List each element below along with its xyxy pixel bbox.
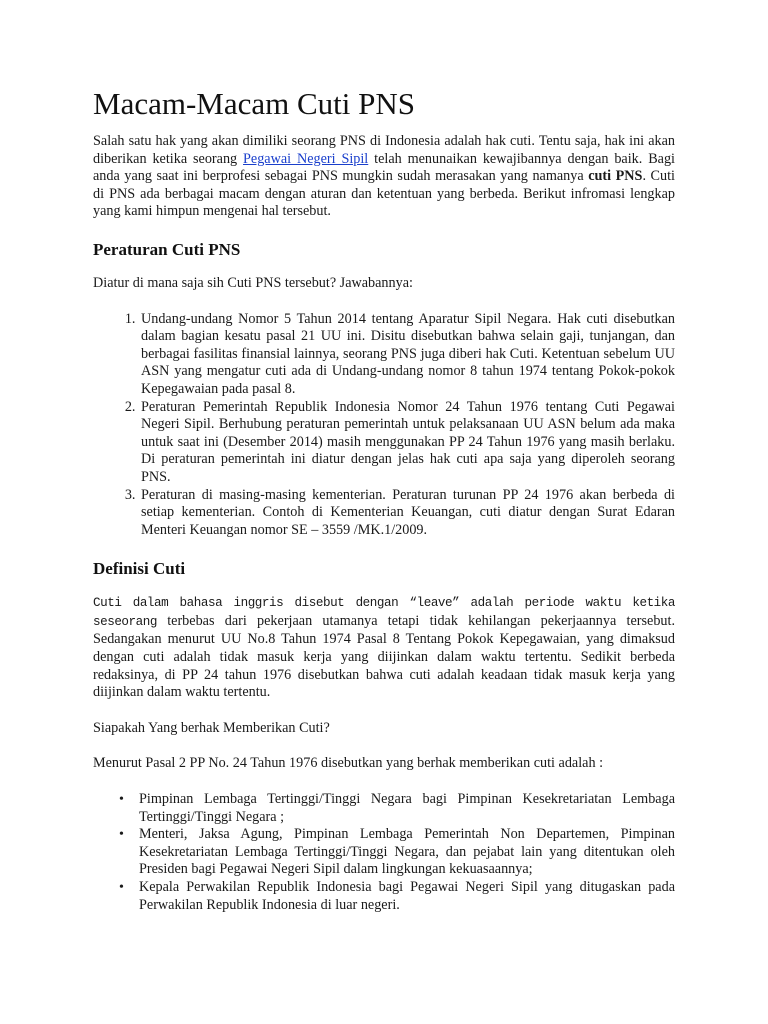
list-item [119,879,675,914]
section-heading-peraturan: Peraturan Cuti PNS [93,239,241,259]
list-item [119,826,675,879]
intro-paragraph [93,133,675,221]
list-item: 2. Peraturan Pemerintah Republik Indonesia Nomor 24 Tahun 1976 tentang Cuti Pegawai Negeri Sipil. Berhubung peraturan pemerintah untuk pelaksanaan UU ASN belum ada maka untuk saat ini (Desember 2014) masih menggunakan PP 24 Tahun 1976 yang masih berlaku. Di peraturan pemerintah ini diatur dengan jelas hak cuti apa saja yang diperoleh seorang PNS. [139,399,675,487]
pns-link[interactable]: Pegawai Negeri Sipil [243,150,369,167]
bullet-icon: • [119,792,124,808]
intro-text-2: telah menunaikan kewajibannya dengan baik. Bagi anda yang saat ini berprofesi sebagai PNS mungkin sudah merasakan yang namanya [93,150,675,185]
list-item: 1. Undang-undang Nomor 5 Tahun 2014 tentang Aparatur Sipil Negara. Hak cuti disebutkan dalam bagian kesatu pasal 21 UU ini. Disitu disebutkan bahwa selain gaji, tunjangan, dan berbagai fasilitas finansial lainnya, seorang PNS juga diberi hak Cuti. Ketentuan sebelum UU ASN yang mengatur cuti ada di Undang-undang nomor 8 tahun 1974 tentang Pokok-pokok Kepegawaian pada pasal 8. [139,311,675,399]
bullet-icon: • [119,827,124,843]
question-paragraph: Siapakah Yang berhak Memberikan Cuti? [93,719,330,736]
intro-text-3: . Cuti di PNS ada berbagai macam dengan aturan dan ketentuan yang berbeda. Berikut infromasi lengkap yang kami himpun mengenai hal tersebut. [93,168,675,220]
list-item-text: Menteri, Jaksa Agung, Pimpinan Lembaga Pemerintah Non Departemen, Pimpinan Kesekretariatan Lembaga Tertinggi/Tinggi Negara, dan pejabat lain yang ditentukan oleh Presiden bagi Pegawai Negeri Sipil dalam lingkungan kekuasaannya; [139,826,675,878]
document-content [93,86,675,934]
section2-lead: Menurut Pasal 2 PP No. 24 Tahun 1976 disebutkan yang berhak memberikan cuti adalah : [93,755,604,772]
definition-text-mono: Cuti dalam bahasa inggris disebut dengan “leave” adalah periode waktu ketika seseorang [93,596,675,629]
intro-text-1: Salah satu hak yang akan dimiliki seorang PNS di Indonesia adalah hak cuti. Tentu saja, hak ini akan diberikan ketika seorang [93,133,675,167]
definition-paragraph [93,594,675,702]
authority-list [93,791,675,914]
bullet-icon: • [119,880,124,895]
list-item-text: Pimpinan Lembaga Tertinggi/Tinggi Negara bagi Pimpinan Kesekretariatan Lembaga Tertinggi/Tinggi Negara ; [139,791,675,825]
definition-text: terbebas dari pekerjaan utamanya tetapi tidak kehilangan pekerjaannya tersebut. Sedangakan menurut UU No.8 Tahun 1974 Pasal 8 Tentang Pokok Kepegawaian, yang dimaksud dengan cuti adalah tidak masuk kerja yang diijinkan dalam waktu tertentu. Sedikit berbeda redaksinya, di PP 24 tahun 1976 disebutkan bahwa cuti adalah keadaan tidak masuk kerja yang diijinkan dalam waktu tertentu. [93,612,675,701]
section1-lead: Diatur di mana saja sih Cuti PNS tersebut? Jawabannya: [93,274,413,291]
regulation-list [93,311,675,540]
section-heading-definisi: Definisi Cuti [93,559,186,579]
list-item-text: Kepala Perwakilan Republik Indonesia bagi Pegawai Negeri Sipil yang ditugaskan pada Perwakilan Republik Indonesia di luar negeri. [139,879,675,913]
list-item: 3. Peraturan di masing-masing kementerian. Peraturan turunan PP 24 1976 akan berbeda di setiap kementerian. Contoh di Kementerian Keuangan, cuti diatur dengan Surat Edaran Menteri Keuangan nomor SE – 3559 /MK.1/2009. [139,487,675,540]
list-item [119,791,675,826]
page-title: Macam-Macam Cuti PNS [93,86,416,121]
intro-bold: cuti PNS [588,168,643,185]
